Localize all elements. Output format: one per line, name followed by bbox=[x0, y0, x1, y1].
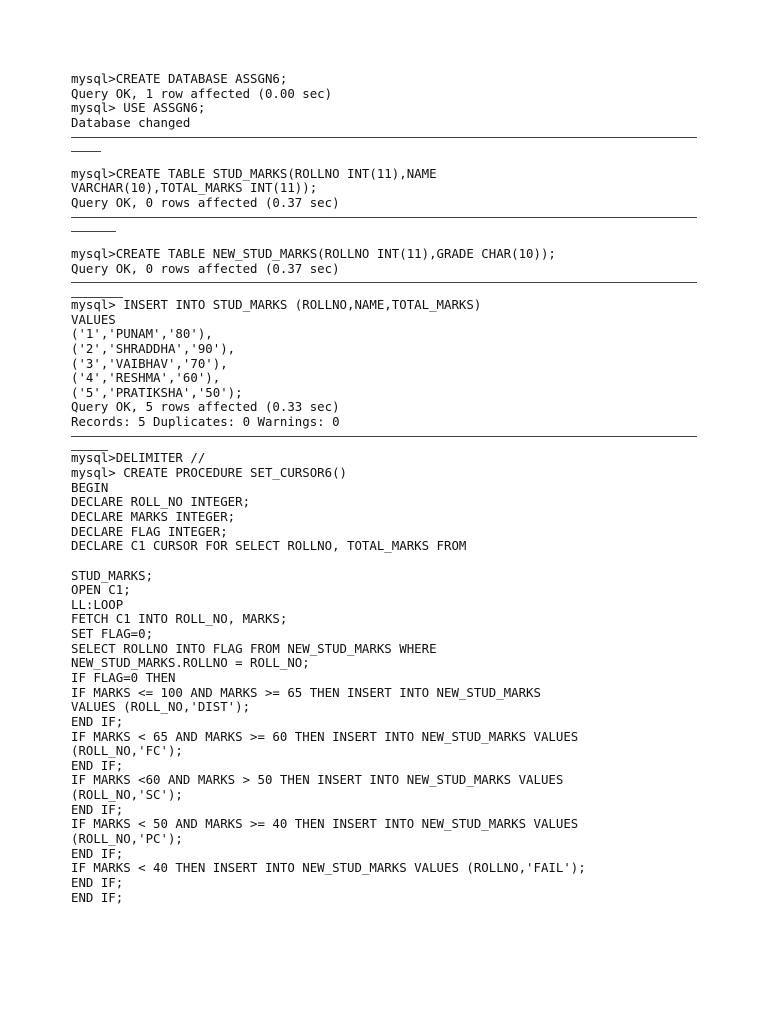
code-line: STUD_MARKS; bbox=[71, 567, 154, 583]
code-line: ('3','VAIBHAV','70'), bbox=[71, 355, 228, 371]
separator-rule bbox=[71, 217, 697, 233]
code-line: VALUES bbox=[71, 311, 116, 327]
code-line: mysql>CREATE TABLE STUD_MARKS(ROLLNO INT(11),NAME bbox=[71, 165, 437, 181]
separator-rule bbox=[71, 137, 697, 153]
code-line: IF MARKS < 65 AND MARKS >= 60 THEN INSERT INTO NEW_STUD_MARKS VALUES bbox=[71, 728, 579, 744]
code-line: OPEN C1; bbox=[71, 582, 131, 598]
code-line: END IF; bbox=[71, 889, 124, 905]
code-line: BEGIN bbox=[71, 479, 109, 495]
code-line: mysql> CREATE PROCEDURE SET_CURSOR6() bbox=[71, 465, 348, 481]
code-line: (ROLL_NO,'SC'); bbox=[71, 787, 183, 803]
section-create-new-stud-marks bbox=[71, 247, 697, 276]
code-line: ('4','RESHMA','60'), bbox=[71, 370, 221, 386]
code-line: END IF; bbox=[71, 874, 124, 890]
section-create-stud-marks bbox=[71, 167, 697, 211]
document-page bbox=[71, 72, 697, 905]
code-line: ('1','PUNAM','80'), bbox=[71, 326, 213, 342]
code-line: END IF; bbox=[71, 801, 124, 817]
code-line: mysql>CREATE TABLE NEW_STUD_MARKS(ROLLNO INT(11),GRADE CHAR(10)); bbox=[71, 246, 556, 262]
code-line: END IF; bbox=[71, 845, 124, 861]
section-insert-stud-marks bbox=[71, 298, 697, 430]
code-line: ('2','SHRADDHA','90'), bbox=[71, 340, 236, 356]
code-line: VARCHAR(10),TOTAL_MARKS INT(11)); bbox=[71, 180, 318, 196]
code-line: mysql> USE ASSGN6; bbox=[71, 100, 206, 116]
blank-line bbox=[71, 554, 697, 569]
output-line: Query OK, 1 row affected (0.00 sec) bbox=[71, 85, 333, 101]
output-line: Query OK, 0 rows affected (0.37 sec) bbox=[71, 195, 340, 211]
code-line: DECLARE ROLL_NO INTEGER; bbox=[71, 494, 251, 510]
code-line: mysql>CREATE DATABASE ASSGN6; bbox=[71, 71, 288, 86]
section-create-database bbox=[71, 72, 697, 131]
output-line: Query OK, 0 rows affected (0.37 sec) bbox=[71, 260, 340, 276]
code-line: LL:LOOP bbox=[71, 596, 124, 612]
code-line: NEW_STUD_MARKS.ROLLNO = ROLL_NO; bbox=[71, 655, 310, 671]
code-line: ('5','PRATIKSHA','50'); bbox=[71, 384, 243, 400]
code-line: IF MARKS <60 AND MARKS > 50 THEN INSERT INTO NEW_STUD_MARKS VALUES bbox=[71, 772, 564, 788]
separator-rule bbox=[71, 436, 697, 452]
separator-rule bbox=[71, 282, 697, 298]
output-line: Database changed bbox=[71, 114, 191, 130]
code-line: SET FLAG=0; bbox=[71, 626, 154, 642]
code-line: mysql>DELIMITER // bbox=[71, 450, 206, 466]
code-line: IF FLAG=0 THEN bbox=[71, 669, 176, 685]
code-line: IF MARKS <= 100 AND MARKS >= 65 THEN INSERT INTO NEW_STUD_MARKS bbox=[71, 684, 541, 700]
code-line: DECLARE FLAG INTEGER; bbox=[71, 523, 228, 539]
code-line: FETCH C1 INTO ROLL_NO, MARKS; bbox=[71, 611, 288, 627]
code-line: (ROLL_NO,'PC'); bbox=[71, 831, 183, 847]
code-line: IF MARKS < 50 AND MARKS >= 40 THEN INSERT INTO NEW_STUD_MARKS VALUES bbox=[71, 816, 579, 832]
code-line: IF MARKS < 40 THEN INSERT INTO NEW_STUD_MARKS VALUES (ROLLNO,'FAIL'); bbox=[71, 860, 586, 876]
code-line: DECLARE MARKS INTEGER; bbox=[71, 508, 236, 524]
code-line: END IF; bbox=[71, 757, 124, 773]
output-line: Query OK, 5 rows affected (0.33 sec) bbox=[71, 399, 340, 415]
code-line: DECLARE C1 CURSOR FOR SELECT ROLLNO, TOTAL_MARKS FROM bbox=[71, 538, 467, 554]
section-create-procedure bbox=[71, 451, 697, 905]
code-line: mysql> INSERT INTO STUD_MARKS (ROLLNO,NAME,TOTAL_MARKS) bbox=[71, 296, 482, 312]
code-line: SELECT ROLLNO INTO FLAG FROM NEW_STUD_MARKS WHERE bbox=[71, 640, 437, 656]
code-line: VALUES (ROLL_NO,'DIST'); bbox=[71, 699, 251, 715]
code-line: (ROLL_NO,'FC'); bbox=[71, 743, 183, 759]
output-line: Records: 5 Duplicates: 0 Warnings: 0 bbox=[71, 414, 340, 430]
code-line: END IF; bbox=[71, 713, 124, 729]
